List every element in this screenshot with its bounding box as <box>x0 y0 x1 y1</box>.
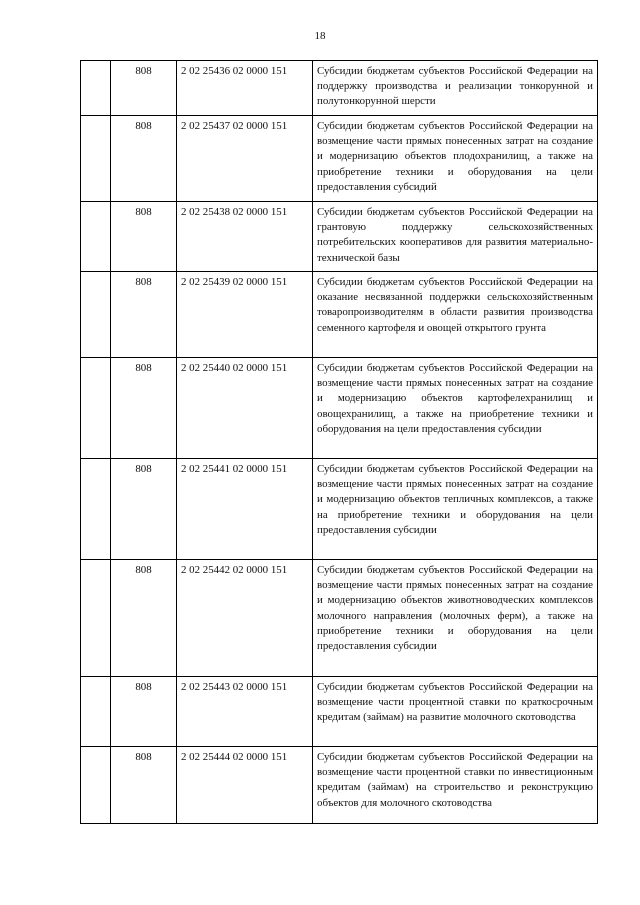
income-name-cell: Субсидии бюджетам субъектов Российской Федерации на возмещение части прямых понесенных затрат на создание и модернизацию объектов картофелехранилищ и овощехранилищ, а также на приобретение техники и оборудования на цели предоставления субсидии <box>313 358 598 459</box>
table-row <box>81 560 598 677</box>
row-empty-cell <box>81 272 111 358</box>
page-number: 18 <box>314 30 326 42</box>
income-name-cell: Субсидии бюджетам субъектов Российской Федерации на поддержку производства и реализации тонкорунной и полутонкорунной шерсти <box>313 61 598 116</box>
row-empty-cell <box>81 747 111 824</box>
income-name-cell: Субсидии бюджетам субъектов Российской Федерации на грантовую поддержку сельскохозяйственных потребительских кооперативов для развития материально-технической базы <box>313 202 598 272</box>
budget-code-cell: 2 02 25440 02 0000 151 <box>177 358 313 459</box>
row-empty-cell <box>81 116 111 202</box>
budget-code-cell: 2 02 25439 02 0000 151 <box>177 272 313 358</box>
table-row <box>81 677 598 747</box>
table-row <box>81 747 598 824</box>
table-row <box>81 358 598 459</box>
row-empty-cell <box>81 61 111 116</box>
admin-code-cell: 808 <box>111 747 177 824</box>
admin-code-cell: 808 <box>111 61 177 116</box>
admin-code-cell: 808 <box>111 677 177 747</box>
budget-code-cell: 2 02 25437 02 0000 151 <box>177 116 313 202</box>
budget-code-cell: 2 02 25444 02 0000 151 <box>177 747 313 824</box>
budget-code-cell: 2 02 25441 02 0000 151 <box>177 459 313 560</box>
budget-codes-table <box>80 60 598 824</box>
budget-code-cell: 2 02 25442 02 0000 151 <box>177 560 313 677</box>
admin-code-cell: 808 <box>111 116 177 202</box>
row-empty-cell <box>81 459 111 560</box>
admin-code-cell: 808 <box>111 272 177 358</box>
budget-code-cell: 2 02 25443 02 0000 151 <box>177 677 313 747</box>
table-row <box>81 459 598 560</box>
admin-code-cell: 808 <box>111 459 177 560</box>
income-name-cell: Субсидии бюджетам субъектов Российской Федерации на возмещение части прямых понесенных затрат на создание и модернизацию объектов тепличных комплексов, а также на приобретение техники и оборудования на цели предоставления субсидии <box>313 459 598 560</box>
row-empty-cell <box>81 358 111 459</box>
income-name-cell: Субсидии бюджетам субъектов Российской Федерации на возмещение части прямых понесенных затрат на создание и модернизацию объектов животноводческих комплексов молочного направления (молочных ферм), а также на приобретение техники и оборудования на цели предоставления субсидии <box>313 560 598 677</box>
budget-code-cell: 2 02 25438 02 0000 151 <box>177 202 313 272</box>
income-name-cell: Субсидии бюджетам субъектов Российской Федерации на оказание несвязанной поддержки сельскохозяйственным товаропроизводителям в области развития производства семенного картофеля и овощей открытого грунта <box>313 272 598 358</box>
table-row <box>81 116 598 202</box>
row-empty-cell <box>81 202 111 272</box>
row-empty-cell <box>81 560 111 677</box>
admin-code-cell: 808 <box>111 358 177 459</box>
income-name-cell: Субсидии бюджетам субъектов Российской Федерации на возмещение части процентной ставки по инвестиционным кредитам (займам) на строительство и реконструкцию объектов для молочного скотоводства <box>313 747 598 824</box>
budget-code-cell: 2 02 25436 02 0000 151 <box>177 61 313 116</box>
table-row <box>81 202 598 272</box>
admin-code-cell: 808 <box>111 202 177 272</box>
table-row <box>81 272 598 358</box>
admin-code-cell: 808 <box>111 560 177 677</box>
income-name-cell: Субсидии бюджетам субъектов Российской Федерации на возмещение части процентной ставки по краткосрочным кредитам (займам) на развитие молочного скотоводства <box>313 677 598 747</box>
table-row <box>81 61 598 116</box>
row-empty-cell <box>81 677 111 747</box>
income-name-cell: Субсидии бюджетам субъектов Российской Федерации на возмещение части прямых понесенных затрат на создание и модернизацию объектов плодохранилищ, а также на приобретение техники и оборудования на цели предоставления субсидий <box>313 116 598 202</box>
